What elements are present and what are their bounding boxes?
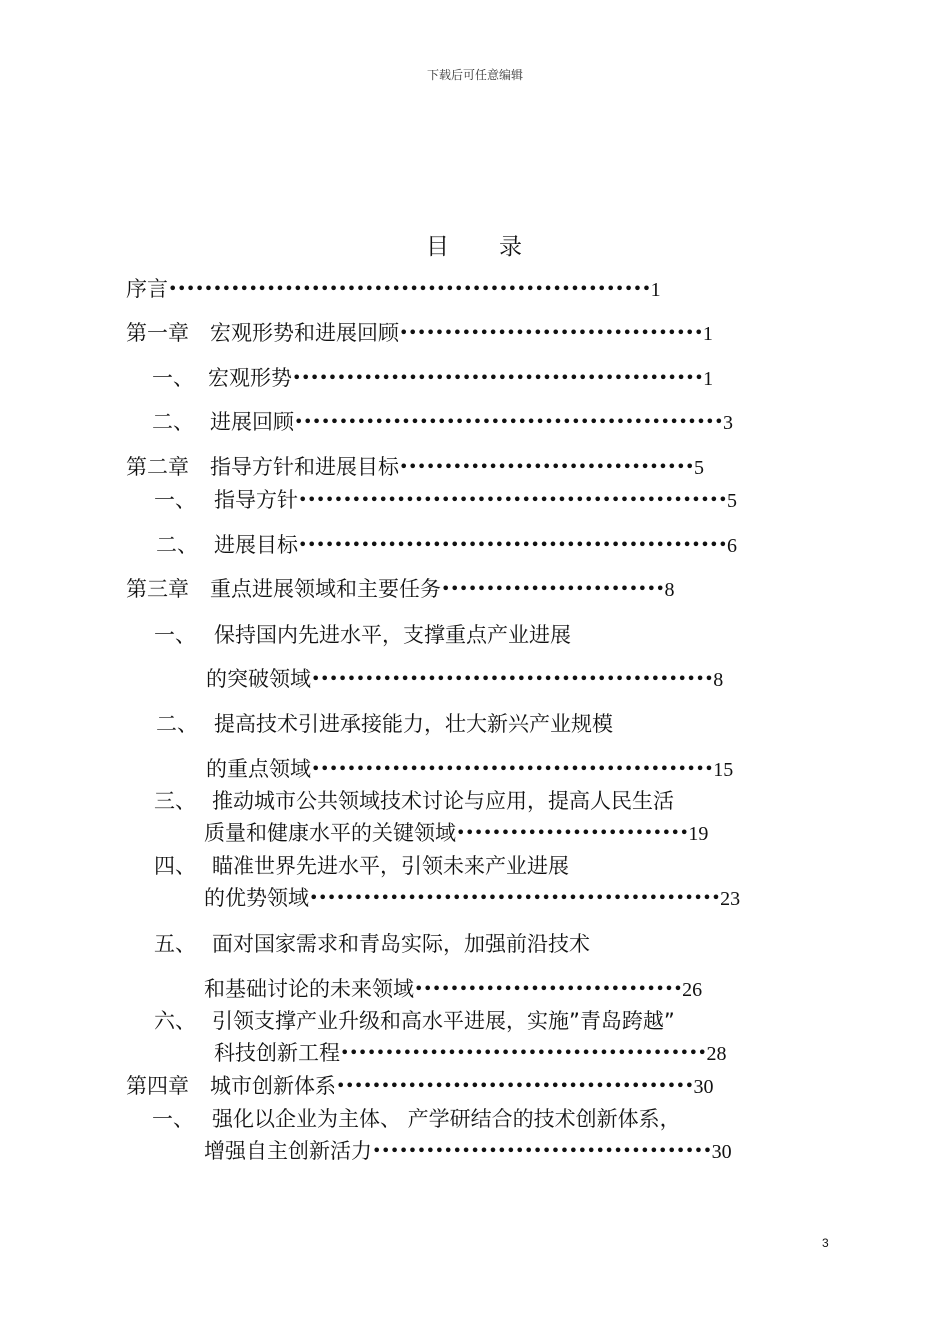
toc-num: 二、 [156, 533, 198, 557]
toc-entry[interactable] [154, 1008, 675, 1034]
toc-page: 15 [713, 759, 734, 781]
toc-entry-text: 推动城市公共领域技术讨论与应用，提高人民生活 [212, 789, 674, 813]
toc-entry-text: 宏观形势 [208, 366, 292, 390]
toc-num: 二、 [156, 712, 198, 736]
toc-entry[interactable] [126, 1073, 714, 1100]
page-number: 3 [822, 1236, 829, 1250]
toc-leader: •••••••••••••••••••••••••••••••••••••••• [336, 1076, 694, 1095]
toc-leader: ••••••••••••••••••••••••••••••••••••••••••••• [311, 759, 714, 778]
toc-entry-text: 瞄准世界先进水平，引领未来产业进展 [212, 854, 569, 878]
toc-entry-text: 保持国内先进水平，支撑重点产业进展 [214, 623, 571, 647]
toc-page: 28 [706, 1043, 727, 1065]
toc-entry[interactable] [154, 931, 590, 957]
toc-page: 8 [664, 579, 675, 601]
toc-leader: •••••••••••••••••••••••••••••••••••••••••••••••••••••• [168, 279, 651, 298]
toc-page: 23 [720, 888, 741, 910]
toc-leader: ••••••••••••••••••••••••••••••••••••••••• [340, 1043, 707, 1062]
toc-entry-text: 增强自主创新活力 [204, 1139, 372, 1163]
toc-entry-text: 引领支撑产业升级和高水平进展，实施”青岛跨越” [212, 1009, 675, 1033]
toc-page: 30 [693, 1076, 714, 1098]
toc-num: 二、 [152, 410, 194, 434]
toc-entry-text: 的突破领域 [206, 667, 311, 691]
toc-entry-text: 面对国家需求和青岛实际，加强前沿技术 [212, 932, 590, 956]
toc-page: 5 [727, 490, 737, 512]
toc-entry[interactable] [156, 532, 737, 559]
toc-title-char-1: 目 [426, 234, 451, 260]
toc-entry-text: 第四章 城市创新体系 [126, 1074, 336, 1098]
toc-entry-text: 第二章 指导方针和进展目标 [126, 455, 399, 479]
toc-entry-text: 进展目标 [214, 533, 298, 557]
toc-entry[interactable] [152, 409, 733, 436]
toc-num: 四、 [154, 854, 196, 878]
toc-num: 一、 [154, 623, 196, 647]
toc-page: 19 [688, 823, 709, 845]
page-header: 下载后可任意编辑 [426, 68, 523, 82]
toc-entry[interactable] [126, 320, 713, 347]
toc-entry[interactable] [204, 976, 702, 1003]
toc-entry[interactable] [204, 1138, 732, 1165]
toc-entry[interactable] [154, 853, 569, 879]
toc-entry-text: 序言 [126, 277, 168, 301]
toc-title-char-2: 录 [499, 234, 524, 260]
toc-page: 26 [682, 979, 703, 1001]
toc-entry-text: 第一章 宏观形势和进展回顾 [126, 321, 399, 345]
toc-num: 六、 [154, 1009, 196, 1033]
toc-entry-text: 第三章 重点进展领域和主要任务 [126, 577, 441, 601]
toc-entry[interactable] [154, 487, 737, 514]
toc-num: 三、 [154, 789, 196, 813]
toc-entry[interactable] [154, 788, 674, 814]
toc-page: 8 [713, 669, 724, 691]
toc-num: 一、 [152, 366, 194, 390]
toc-leader: ••••••••••••••••••••••••• [441, 579, 665, 598]
toc-leader: ••••••••••••••••••••••••••••••••••••••••••••• [311, 669, 714, 688]
toc-leader: •••••••••••••••••••••••••••••••••••••••••••••••• [298, 490, 727, 509]
toc-leader: •••••••••••••••••••••••••• [456, 823, 689, 842]
toc-page: 30 [711, 1141, 732, 1163]
toc-page: 6 [727, 535, 737, 557]
toc-entry[interactable] [204, 885, 740, 912]
toc-leader: •••••••••••••••••••••••••••••••••• [399, 323, 703, 342]
toc-entry-text: 科技创新工程 [214, 1041, 340, 1065]
toc-entry[interactable] [152, 365, 713, 392]
toc-entry[interactable] [126, 576, 674, 603]
toc-leader: •••••••••••••••••••••••••••••••••••••• [372, 1141, 712, 1160]
toc-entry-text: 强化以企业为主体、 产学研结合的技术创新体系， [212, 1107, 681, 1131]
toc-leader: •••••••••••••••••••••••••••••••••••••••••••••••• [294, 412, 723, 431]
toc-entry-text: 提高技术引进承接能力，壮大新兴产业规模 [214, 712, 613, 736]
toc-leader: •••••••••••••••••••••••••••••••••••••••••••••••• [298, 535, 727, 554]
toc-entry[interactable] [126, 276, 661, 303]
toc-page: 3 [723, 412, 733, 434]
toc-entry[interactable] [204, 820, 708, 847]
toc-num: 五、 [154, 932, 196, 956]
toc-page: 1 [703, 368, 714, 390]
toc-entry[interactable] [126, 454, 704, 481]
toc-num: 一、 [154, 488, 196, 512]
toc-entry-text: 的优势领域 [204, 886, 309, 910]
toc-entry[interactable] [206, 756, 733, 783]
toc-title [0, 228, 950, 261]
toc-page: 5 [693, 457, 704, 479]
toc-entry-text: 质量和健康水平的关键领域 [204, 821, 456, 845]
toc-entry[interactable] [156, 711, 613, 737]
toc-entry-text: 指导方针 [214, 488, 298, 512]
toc-leader: •••••••••••••••••••••••••••••• [414, 979, 683, 998]
toc-entry[interactable] [214, 1040, 726, 1067]
toc-leader: ••••••••••••••••••••••••••••••••• [399, 457, 694, 476]
toc-leader: •••••••••••••••••••••••••••••••••••••••••••••• [292, 368, 704, 387]
toc-entry[interactable] [206, 666, 723, 693]
toc-leader: •••••••••••••••••••••••••••••••••••••••••••••• [309, 888, 721, 907]
toc-entry[interactable] [154, 622, 571, 648]
toc-num: 一、 [152, 1107, 194, 1131]
toc-entry-text: 进展回顾 [210, 410, 294, 434]
toc-entry-text: 的重点领域 [206, 757, 311, 781]
toc-entry-text: 和基础讨论的未来领域 [204, 977, 414, 1001]
toc-page: 1 [650, 279, 661, 301]
toc-page: 1 [702, 323, 713, 345]
toc-entry[interactable] [152, 1106, 681, 1132]
